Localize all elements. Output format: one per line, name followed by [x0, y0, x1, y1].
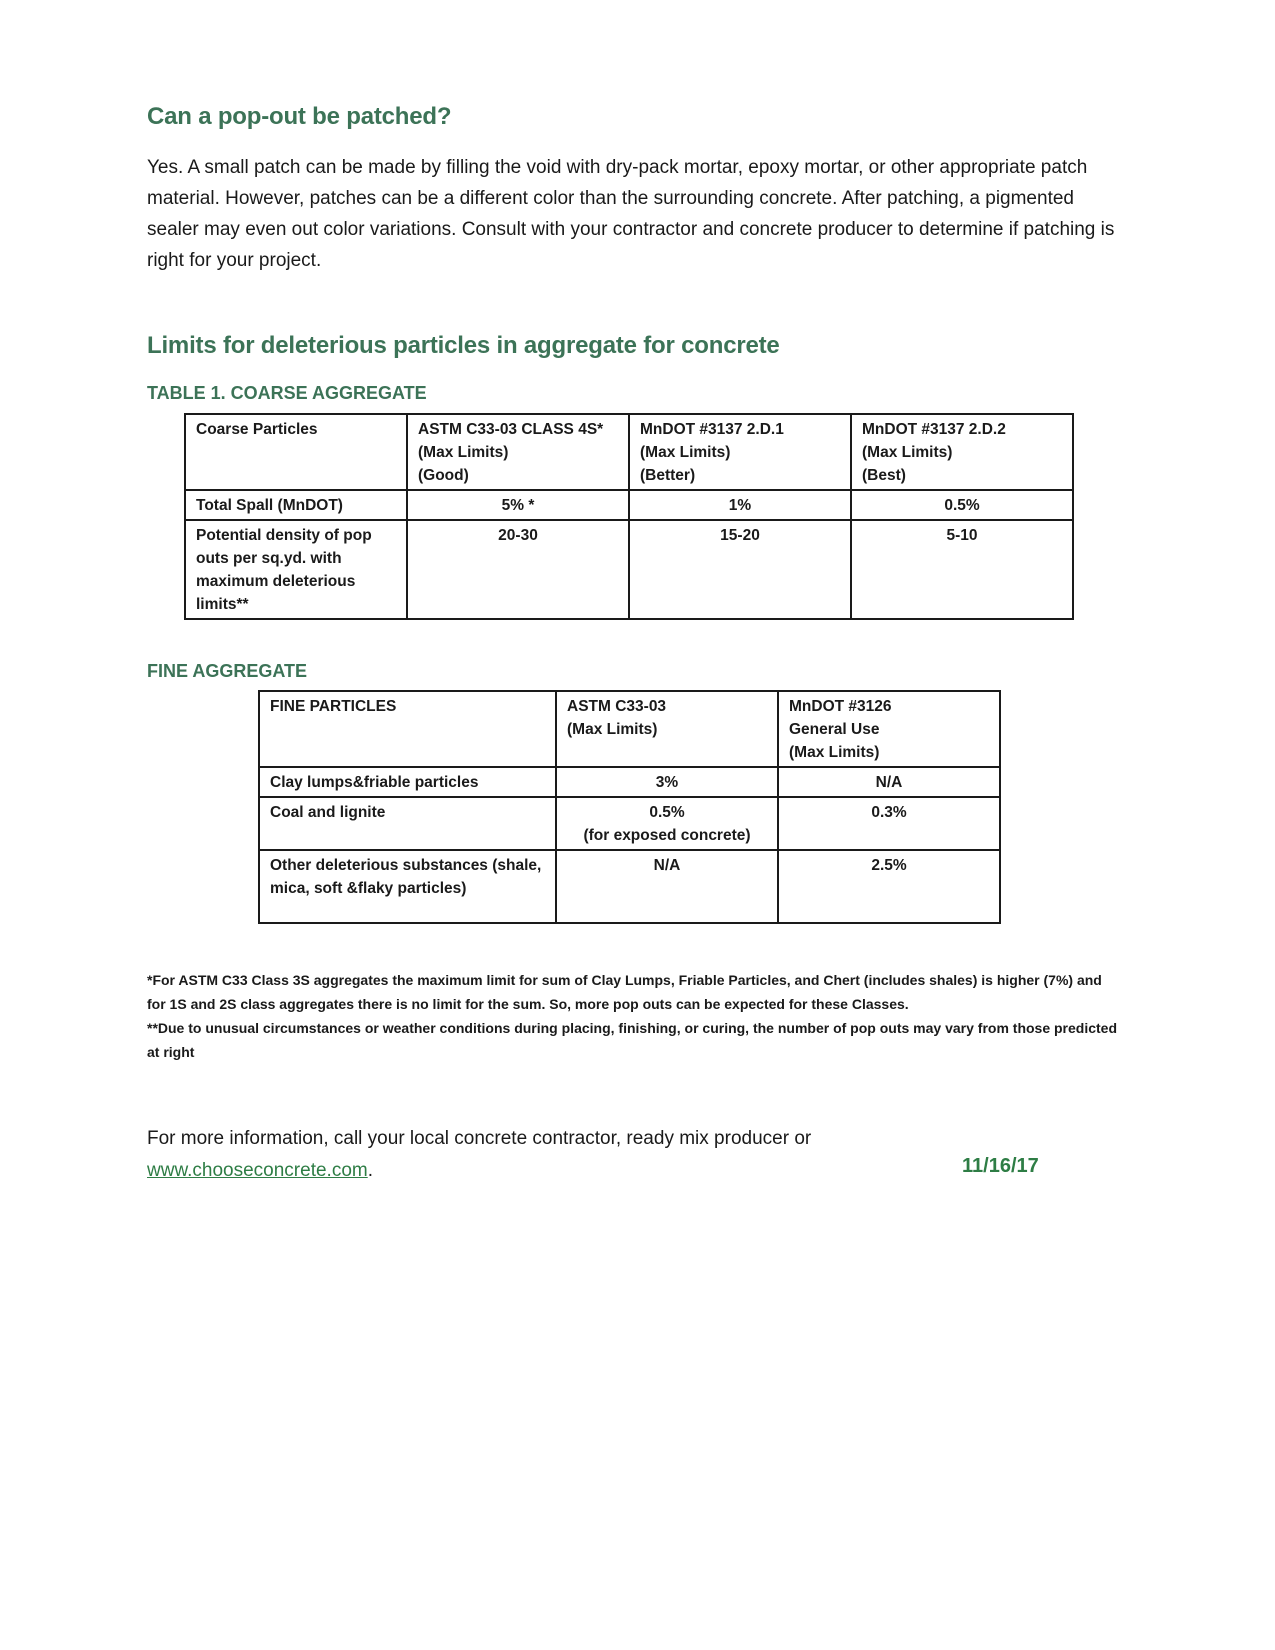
value-cell: 1%	[629, 490, 851, 520]
footer	[147, 1123, 1067, 1187]
fine-table-caption: FINE AGGREGATE	[147, 661, 308, 681]
patch-heading: Can a pop-out be patched?	[147, 103, 452, 130]
header-cell: MnDOT #3126 General Use (Max Limits)	[778, 691, 1000, 767]
value-cell: 0.5%	[851, 490, 1073, 520]
value-cell: 2.5%	[778, 850, 1000, 923]
header-cell: MnDOT #3137 2.D.1 (Max Limits) (Better)	[629, 414, 851, 490]
link-suffix: .	[367, 1160, 373, 1181]
value-cell: 20-30	[407, 520, 629, 619]
header-cell: ASTM C33-03 CLASS 4S* (Max Limits) (Good)	[407, 414, 629, 490]
table-header-row	[259, 691, 1000, 767]
value-cell: 5% *	[407, 490, 629, 520]
table-header-row	[185, 414, 1073, 490]
table-row	[185, 490, 1073, 520]
value-cell: N/A	[556, 850, 778, 923]
row-label-cell: Total Spall (MnDOT)	[185, 490, 407, 520]
footnote-1: *For ASTM C33 Class 3S aggregates the maximum limit for sum of Clay Lumps, Friable Particles, and Chert (includes shales) is higher (7%) and for 1S and 2S class aggregates there is no limit for the sum. So, more pop outs can be expected for these Classes.	[147, 972, 1102, 1012]
value-cell: 0.3%	[778, 797, 1000, 850]
table-row	[259, 767, 1000, 797]
table-row	[259, 850, 1000, 923]
document-date: 11/16/17	[962, 1155, 1039, 1177]
header-cell: FINE PARTICLES	[259, 691, 556, 767]
value-cell: 0.5% (for exposed concrete)	[556, 797, 778, 850]
value-cell: 5-10	[851, 520, 1073, 619]
value-cell: N/A	[778, 767, 1000, 797]
header-cell: MnDOT #3137 2.D.2 (Max Limits) (Best)	[851, 414, 1073, 490]
patch-paragraph: Yes. A small patch can be made by filling the void with dry-pack mortar, epoxy mortar, or other appropriate patch material. However, patches can be a different color than the surrounding concrete. After patching, a pigmented sealer may even out color variations. Consult with your contractor and concrete producer to determine if patching is right for your project.	[147, 157, 1115, 271]
row-label-cell: Other deleterious substances (shale, mica, soft &flaky particles)	[259, 850, 556, 923]
footnotes	[147, 968, 1122, 1064]
row-label-cell: Clay lumps&friable particles	[259, 767, 556, 797]
row-label-cell: Coal and lignite	[259, 797, 556, 850]
header-cell: ASTM C33-03 (Max Limits)	[556, 691, 778, 767]
coarse-aggregate-table	[184, 413, 1074, 620]
fine-aggregate-table	[258, 690, 1001, 924]
footnote-2: **Due to unusual circumstances or weather conditions during placing, finishing, or curing, the number of pop outs may vary from those predicted at right	[147, 1020, 1118, 1060]
value-cell: 3%	[556, 767, 778, 797]
table-row	[185, 520, 1073, 619]
limits-heading: Limits for deleterious particles in aggregate for concrete	[147, 332, 780, 359]
header-cell: Coarse Particles	[185, 414, 407, 490]
row-label-cell: Potential density of pop outs per sq.yd. with maximum deleterious limits**	[185, 520, 407, 619]
table-row	[259, 797, 1000, 850]
footer-link-line	[147, 1155, 1067, 1187]
website-link[interactable]: www.chooseconcrete.com	[147, 1160, 368, 1181]
footer-text: For more information, call your local concrete contractor, ready mix producer or	[147, 1128, 812, 1149]
coarse-table-caption: TABLE 1. COARSE AGGREGATE	[147, 383, 427, 403]
value-cell: 15-20	[629, 520, 851, 619]
